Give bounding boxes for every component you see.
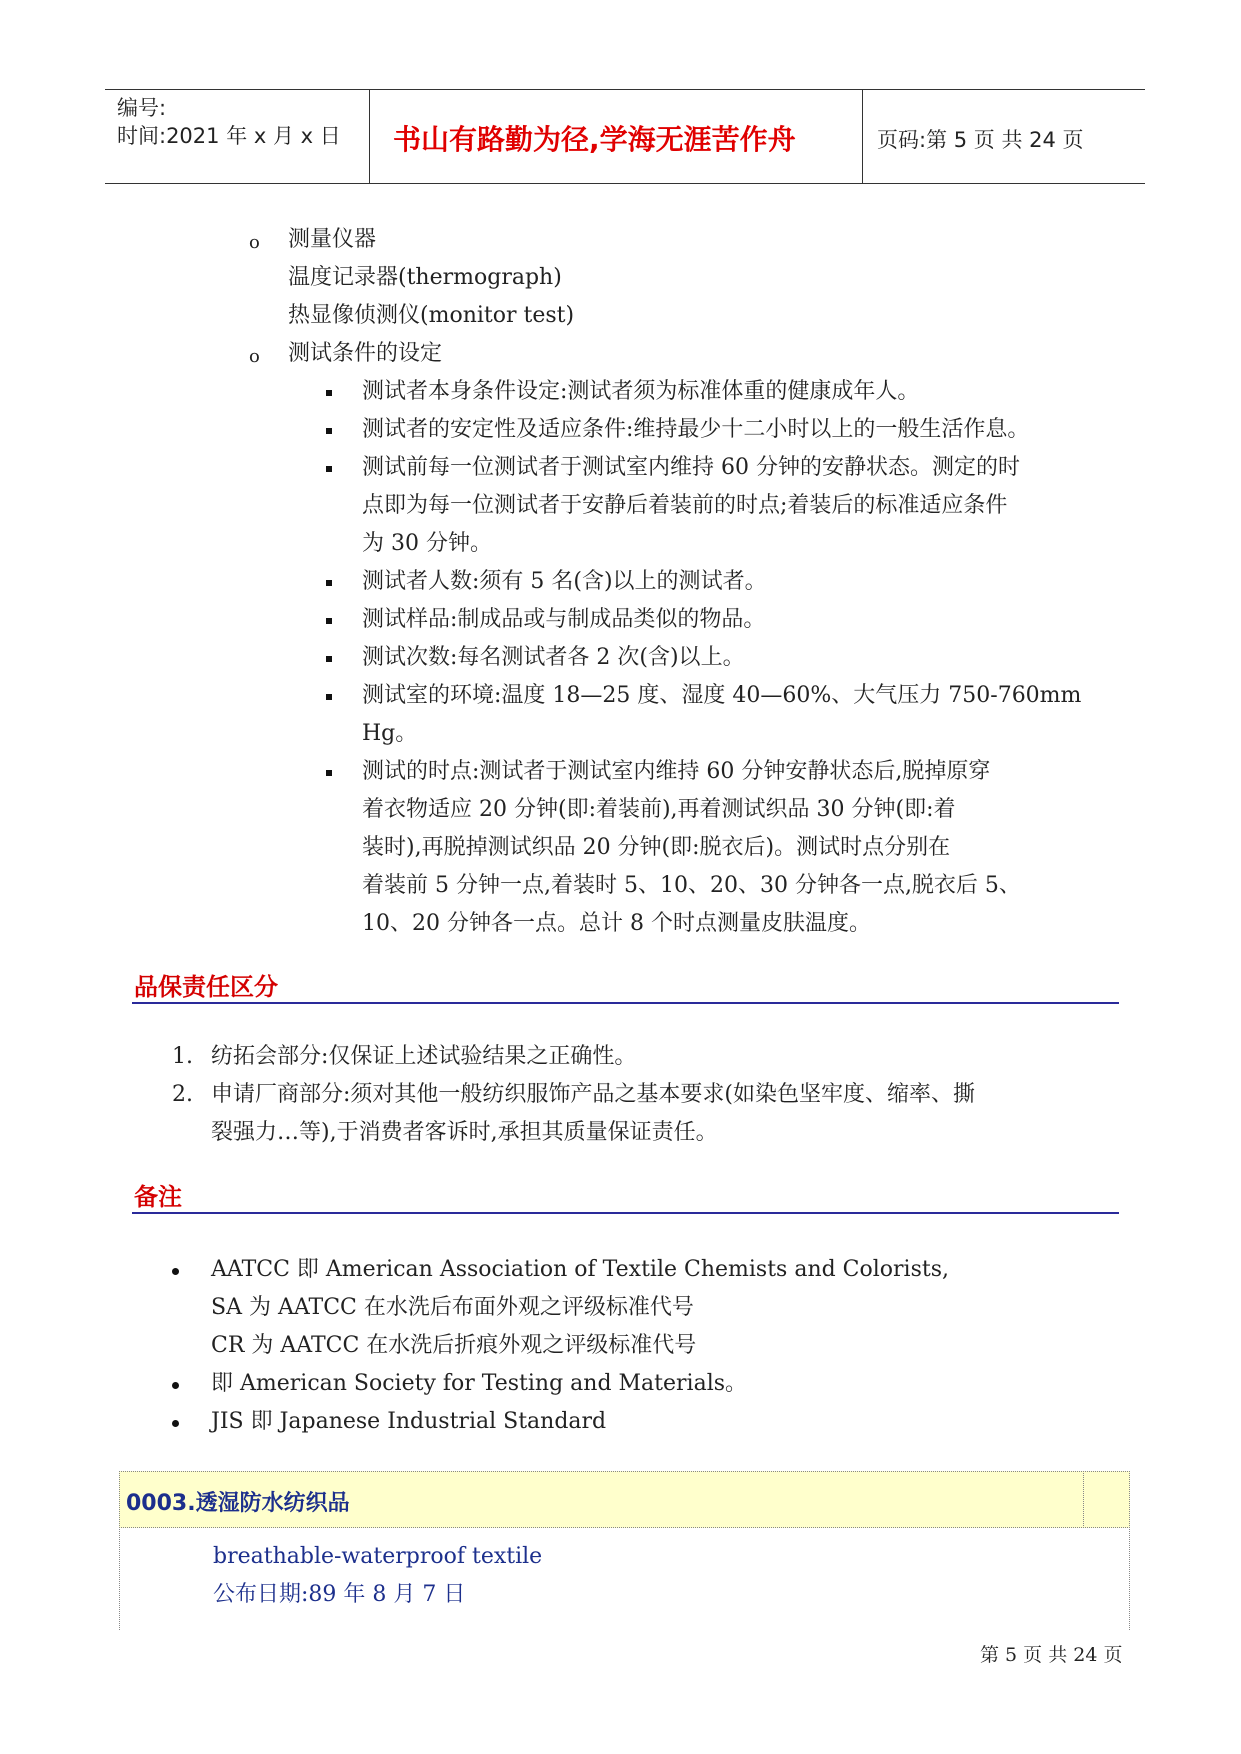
- square-bullet-icon: [326, 656, 332, 662]
- quality-rule: [132, 1002, 1119, 1004]
- remark-line: 即 American Society for Testing and Materials。: [211, 1371, 748, 1396]
- header-motto: 书山有路勤为径,学海无涯苦作舟: [393, 123, 796, 156]
- standard-publish-date: 公布日期:89 年 8 月 7 日: [213, 1582, 466, 1607]
- instrument-thermograph: 温度记录器(thermograph): [288, 265, 562, 290]
- instrument-title: 测量仪器: [288, 227, 377, 252]
- square-bullet-icon: [326, 770, 332, 776]
- circle-bullet-icon: o: [249, 232, 260, 253]
- header-divider-right: [862, 90, 863, 184]
- square-bullet-icon: [326, 390, 332, 396]
- quality-item-line: 申请厂商部分:须对其他一般纺织服饰产品之基本要求(如染色坚牢度、缩率、撕: [211, 1082, 975, 1107]
- standard-heading: 0003.透湿防水纺织品: [126, 1491, 350, 1516]
- dot-bullet-icon: [172, 1382, 179, 1389]
- condition-line: 测试者本身条件设定:测试者须为标准体重的健康成年人。: [362, 379, 920, 404]
- instrument-monitor: 热显像侦测仪(monitor test): [288, 303, 575, 328]
- condition-line: 着装前 5 分钟一点,着装时 5、10、20、30 分钟各一点,脱衣后 5、: [362, 873, 1021, 898]
- condition-line: 测试前每一位测试者于测试室内维持 60 分钟的安静状态。测定的时: [362, 455, 1020, 480]
- remark-line: AATCC 即 American Association of Textile Chemists and Colorists,: [211, 1257, 950, 1282]
- remark-line: CR 为 AATCC 在水洗后折痕外观之评级标准代号: [211, 1333, 697, 1358]
- page-footer: 第 5 页 共 24 页: [980, 1644, 1123, 1666]
- condition-line: 10、20 分钟各一点。总计 8 个时点测量皮肤温度。: [362, 911, 871, 936]
- condition-line: 着衣物适应 20 分钟(即:着装前),再着测试织品 30 分钟(即:着: [362, 797, 956, 822]
- condition-line: Hg。: [362, 721, 418, 746]
- header-bottom-rule: [105, 183, 1145, 184]
- header-time: 时间:2021 年 x 月 x 日: [117, 124, 341, 148]
- condition-line: 测试样品:制成品或与制成品类似的物品。: [362, 607, 766, 632]
- condition-line: 测试者的安定性及适应条件:维持最少十二小时以上的一般生活作息。: [362, 417, 1030, 442]
- remarks-rule: [132, 1212, 1119, 1214]
- condition-line: 装时),再脱掉测试织品 20 分钟(即:脱衣后)。测试时点分别在: [362, 835, 951, 860]
- square-bullet-icon: [326, 694, 332, 700]
- header-page-code: 页码:第 5 页 共 24 页: [877, 128, 1084, 152]
- square-bullet-icon: [326, 580, 332, 586]
- square-bullet-icon: [326, 618, 332, 624]
- remark-line: SA 为 AATCC 在水洗后布面外观之评级标准代号: [211, 1295, 694, 1320]
- condition-line: 测试室的环境:温度 18—25 度、湿度 40—60%、大气压力 750-760mm: [362, 683, 1082, 708]
- quality-item-line: 裂强力…等),于消费者客诉时,承担其质量保证责任。: [211, 1120, 718, 1145]
- square-bullet-icon: [326, 428, 332, 434]
- dot-bullet-icon: [172, 1420, 179, 1427]
- remarks-title: 备注: [134, 1183, 182, 1211]
- condition-line: 为 30 分钟。: [362, 531, 492, 556]
- conditions-title: 测试条件的设定: [288, 341, 443, 366]
- circle-bullet-icon: o: [249, 346, 260, 367]
- header-number-label: 编号:: [117, 96, 167, 120]
- header-divider-left: [369, 90, 370, 184]
- header-top-rule: [105, 89, 1145, 90]
- condition-line: 点即为每一位测试者于安静后着装前的时点;着装后的标准适应条件: [362, 493, 1008, 518]
- condition-line: 测试的时点:测试者于测试室内维持 60 分钟安静状态后,脱掉原穿: [362, 759, 991, 784]
- condition-line: 测试者人数:须有 5 名(含)以上的测试者。: [362, 569, 767, 594]
- standard-english-name: breathable-waterproof textile: [213, 1544, 543, 1569]
- remark-line: JIS 即 Japanese Industrial Standard: [211, 1409, 607, 1434]
- quality-title: 品保责任区分: [134, 973, 278, 1001]
- quality-item-number: 2.: [172, 1082, 193, 1107]
- condition-line: 测试次数:每名测试者各 2 次(含)以上。: [362, 645, 745, 670]
- standard-heading-divider: [1083, 1471, 1084, 1526]
- quality-item-line: 纺拓会部分:仅保证上述试验结果之正确性。: [211, 1044, 637, 1069]
- quality-item-number: 1.: [172, 1044, 193, 1069]
- dot-bullet-icon: [172, 1268, 179, 1275]
- square-bullet-icon: [326, 466, 332, 472]
